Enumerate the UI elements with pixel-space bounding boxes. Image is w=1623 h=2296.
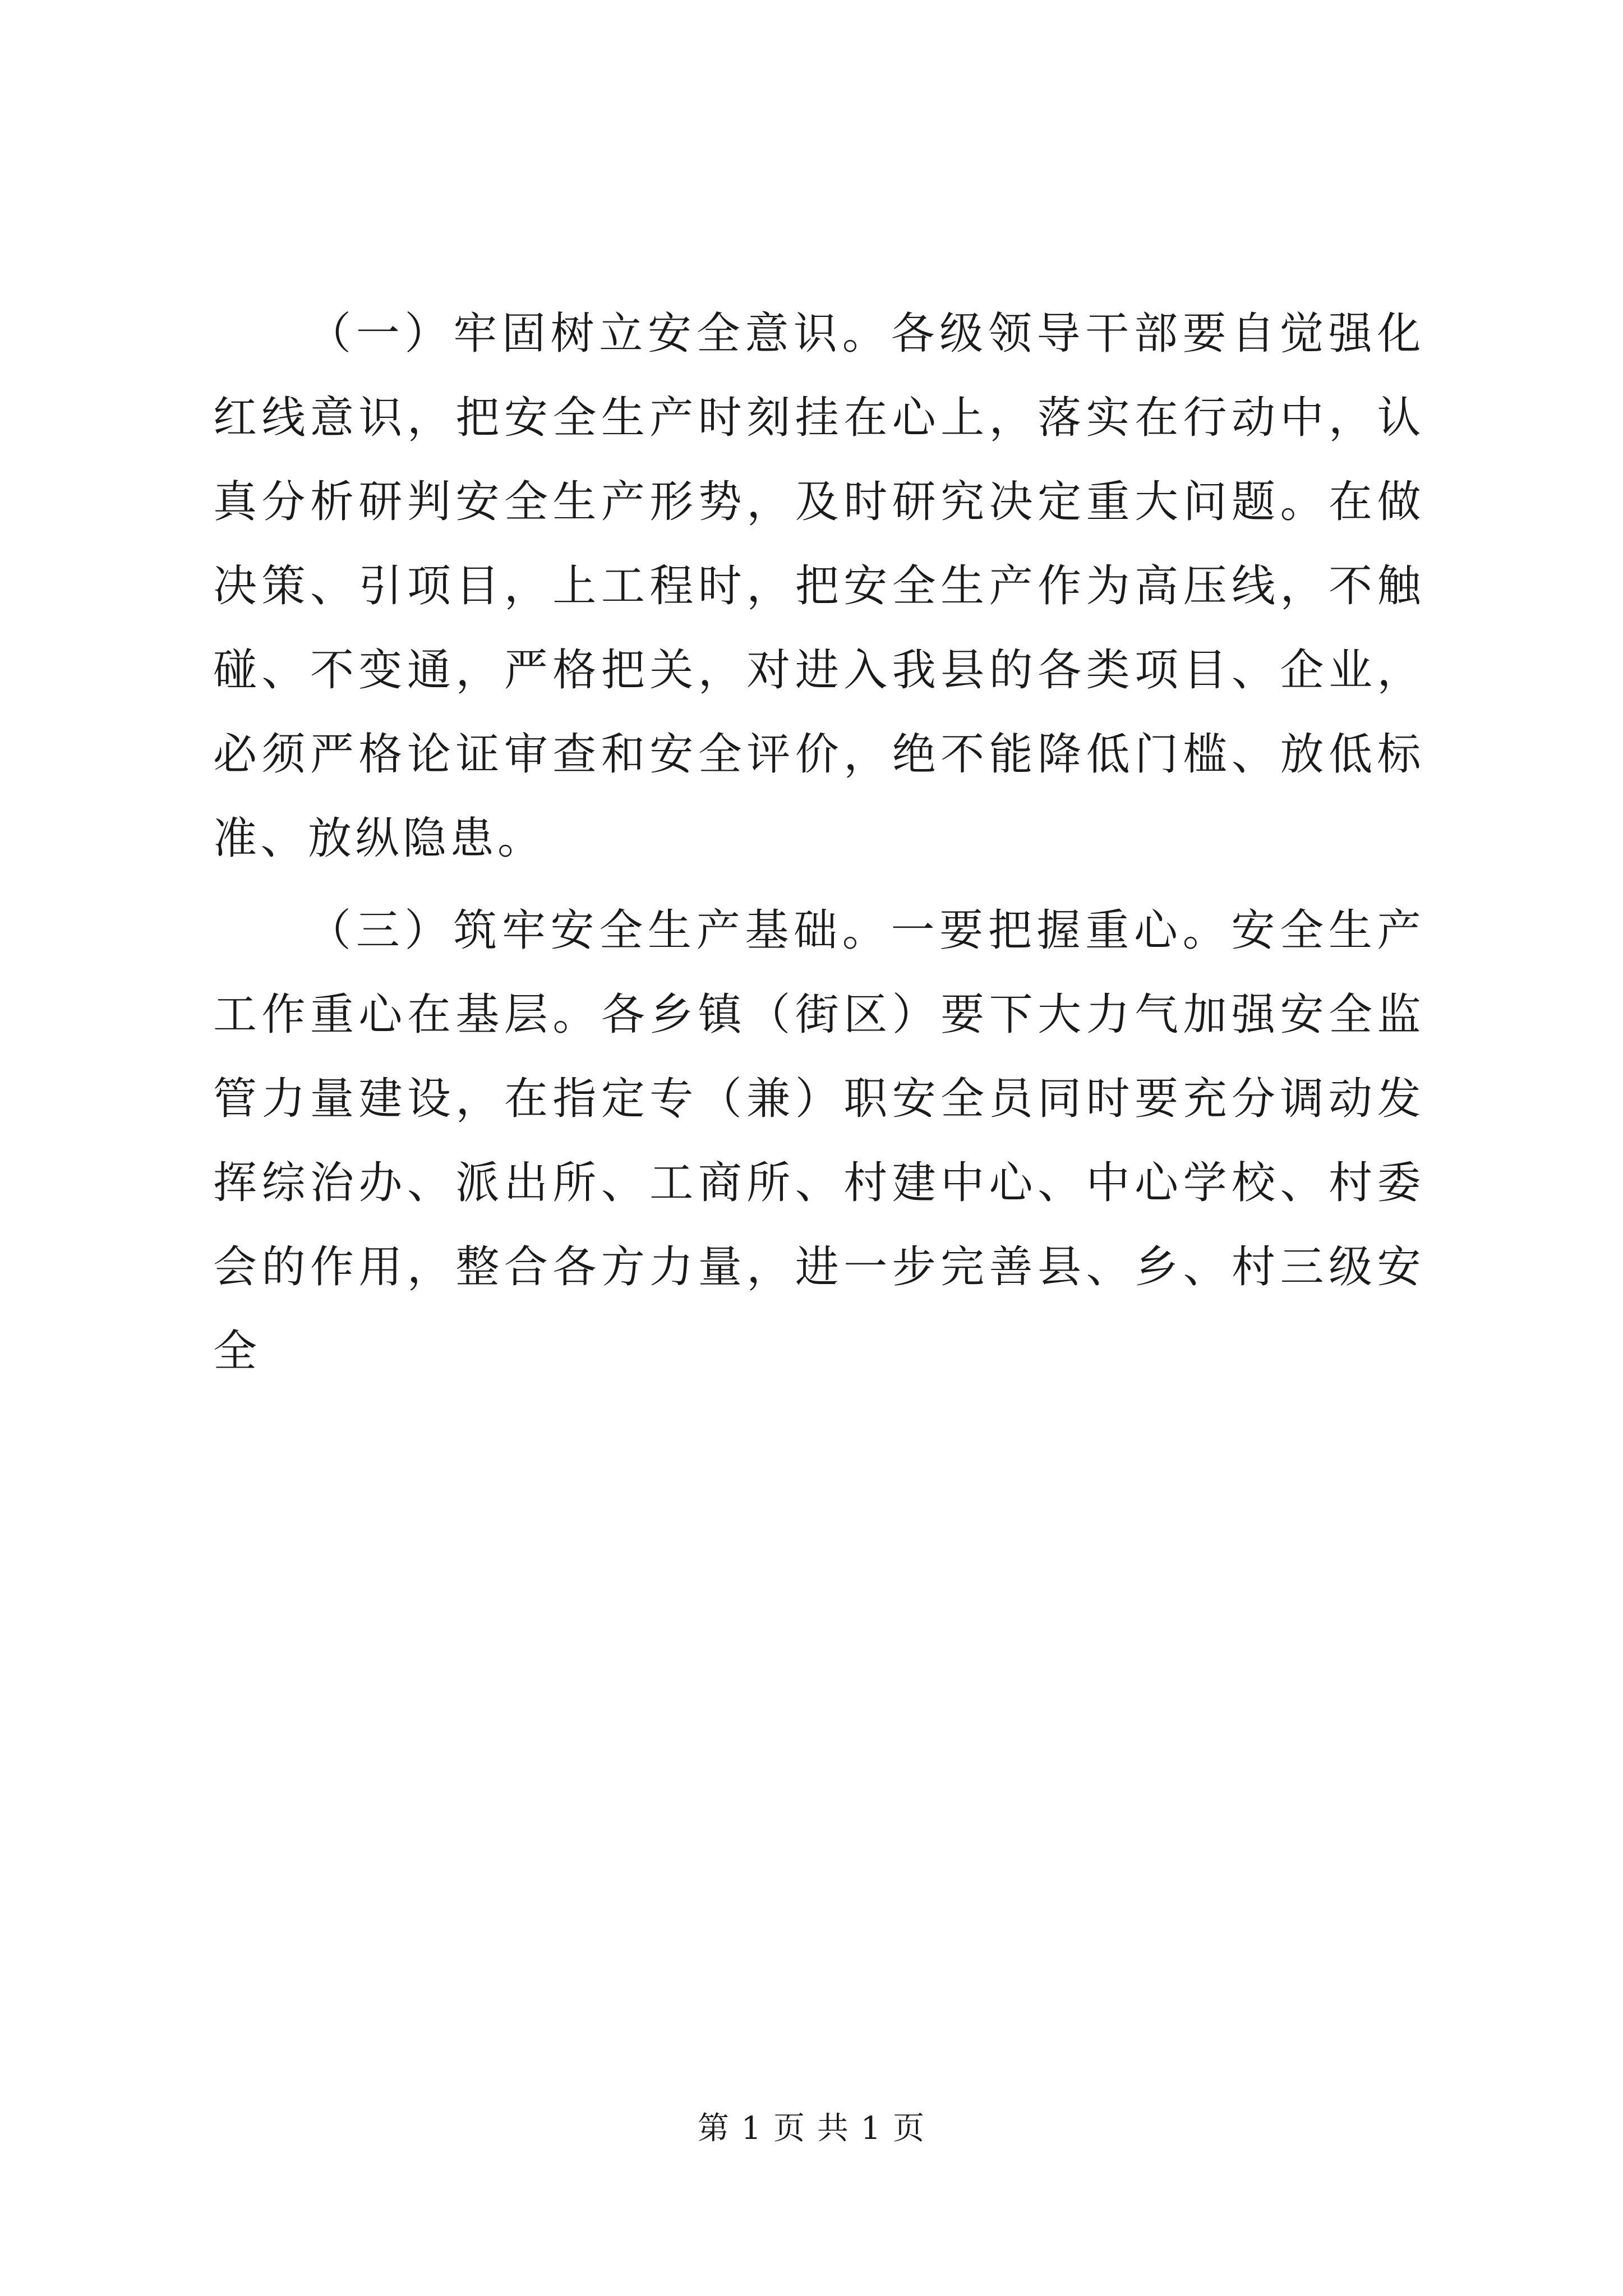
page-number-footer: 第 1 页 共 1 页 xyxy=(697,2110,926,2147)
document-body xyxy=(213,292,1424,1401)
paragraph-safety-awareness: （一）牢固树立安全意识。各级领导干部要自觉强化红线意识，把安全生产时刻挂在心上，落实在行动中，认真分析研判安全生产形势，及时研究决定重大问题。在做决策、引项目，上工程时，把安全生产作为高压线，不触碰、不变通，严格把关，对进入我县的各类项目、企业，必须严格论证审查和安全评价，绝不能降低门槛、放低标准、放纵隐患。 xyxy=(213,309,1424,864)
paragraph-safety-foundation: （三）筑牢安全生产基础。一要把握重心。安全生产工作重心在基层。各乡镇（街区）要下大力气加强安全监管力量建设，在指定专（兼）职安全员同时要充分调动发挥综治办、派出所、工商所、村建中心、中心学校、村委会的作用，整合各方力量，进一步完善县、乡、村三级安全 xyxy=(213,905,1424,1377)
